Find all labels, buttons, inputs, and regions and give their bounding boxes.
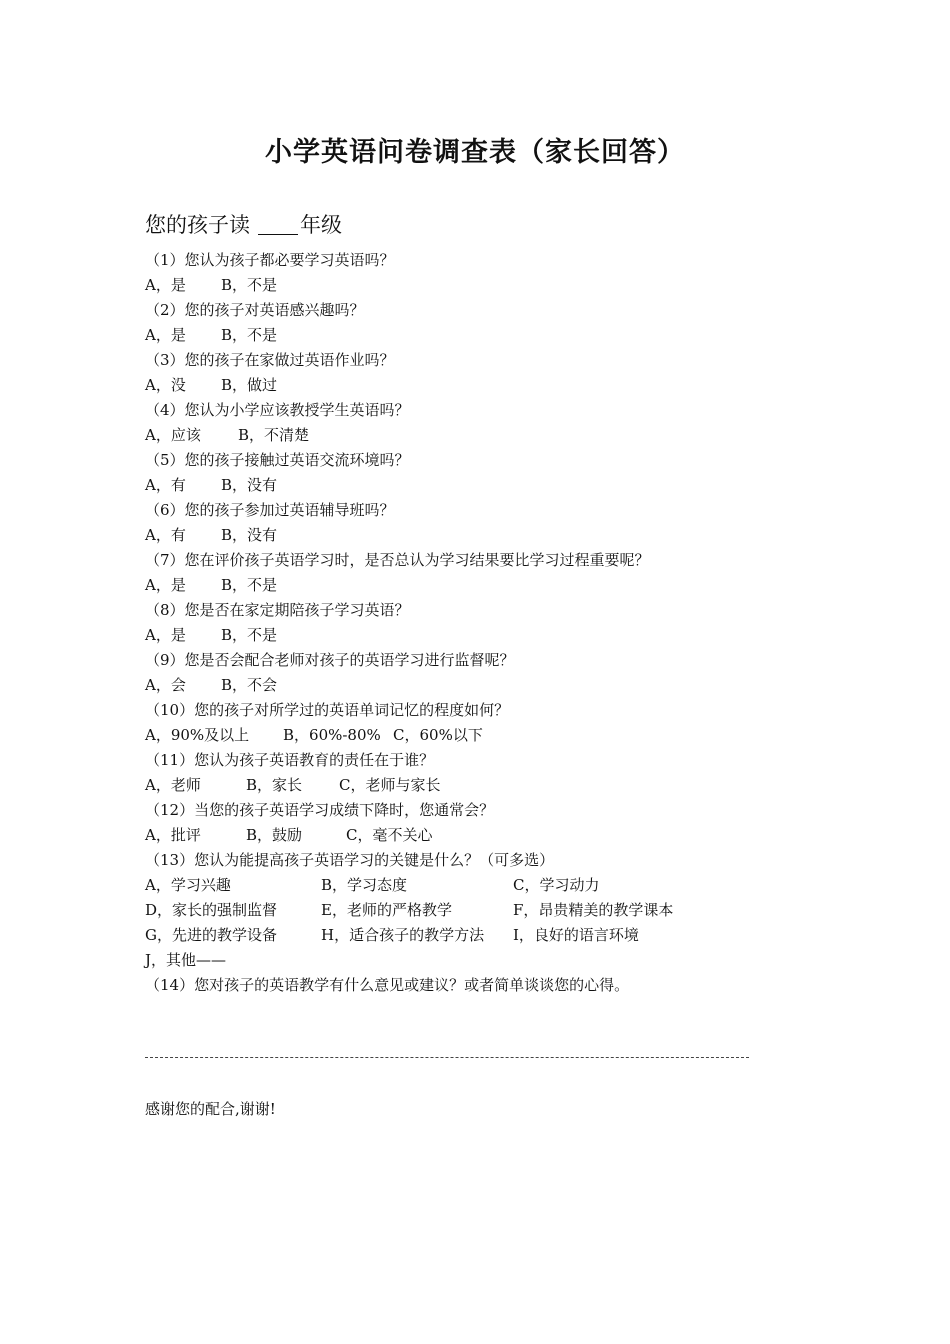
question-text: （9）您是否会配合老师对孩子的英语学习进行监督呢？ xyxy=(145,651,515,669)
options-row xyxy=(145,823,825,848)
answer-option[interactable]: C，60%以下 xyxy=(393,726,483,744)
answer-option[interactable]: B，鼓励 xyxy=(246,826,303,844)
question-text: （10）您的孩子对所学过的英语单词记忆的程度如何？ xyxy=(145,701,510,719)
options-row xyxy=(145,473,825,498)
options-row xyxy=(145,273,825,298)
answer-option[interactable]: B，60%-80% xyxy=(283,726,381,744)
answer-option[interactable]: F，昂贵精美的教学课本 xyxy=(513,901,674,919)
answer-option[interactable]: B，没有 xyxy=(221,526,278,544)
answer-option[interactable]: B，学习态度 xyxy=(321,876,408,894)
answer-option[interactable]: A，是 xyxy=(145,276,186,294)
answer-option[interactable]: B，做过 xyxy=(221,376,278,394)
answer-option[interactable]: C，学习动力 xyxy=(513,876,600,894)
answer-option[interactable]: E，老师的严格教学 xyxy=(321,901,452,919)
options-row xyxy=(145,923,825,948)
question-text: （6）您的孩子参加过英语辅导班吗？ xyxy=(145,501,395,519)
answer-option[interactable]: G，先进的教学设备 xyxy=(145,926,277,944)
answer-option[interactable]: A，是 xyxy=(145,626,186,644)
answer-separator-line xyxy=(145,1057,749,1058)
answer-option[interactable]: A，90%及以上 xyxy=(145,726,250,744)
thanks-text: 感谢您的配合,谢谢! xyxy=(145,1100,276,1118)
options-row xyxy=(145,623,825,648)
answer-option[interactable]: A，是 xyxy=(145,576,186,594)
options-row xyxy=(145,873,825,898)
answer-option[interactable]: A，学习兴趣 xyxy=(145,876,231,894)
question-text: （3）您的孩子在家做过英语作业吗？ xyxy=(145,351,395,369)
question-text: （7）您在评价孩子英语学习时，是否总认为学习结果要比学习过程重要呢？ xyxy=(145,551,650,569)
answer-option[interactable]: A，有 xyxy=(145,476,186,494)
options-row xyxy=(145,723,825,748)
question-text: （11）您认为孩子英语教育的责任在于谁？ xyxy=(145,751,435,769)
answer-option[interactable]: B，不会 xyxy=(221,676,278,694)
options-row xyxy=(145,573,825,598)
answer-option[interactable]: B，没有 xyxy=(221,476,278,494)
answer-option[interactable]: B，不清楚 xyxy=(238,426,310,444)
answer-option[interactable]: C，毫不关心 xyxy=(346,826,433,844)
options-row xyxy=(145,373,825,398)
question-text: （5）您的孩子接触过英语交流环境吗？ xyxy=(145,451,410,469)
answer-option[interactable]: A，应该 xyxy=(145,426,201,444)
answer-option[interactable]: B，不是 xyxy=(221,276,278,294)
question-text: （13）您认为能提高孩子英语学习的关键是什么？（可多选） xyxy=(145,851,555,869)
question-text: （4）您认为小学应该教授学生英语吗？ xyxy=(145,401,410,419)
answer-option[interactable]: A，会 xyxy=(145,676,186,694)
grade-line xyxy=(145,208,342,242)
options-row xyxy=(145,323,825,348)
options-row xyxy=(145,423,825,448)
answer-option[interactable]: A，批评 xyxy=(145,826,201,844)
options-row xyxy=(145,523,825,548)
answer-option[interactable]: H，适合孩子的教学方法 xyxy=(321,926,485,944)
options-row xyxy=(145,773,825,798)
answer-option[interactable]: B，不是 xyxy=(221,576,278,594)
answer-option[interactable]: A，是 xyxy=(145,326,186,344)
answer-option[interactable]: A，没 xyxy=(145,376,186,394)
options-row xyxy=(145,948,825,973)
question-text: （12）当您的孩子英语学习成绩下降时，您通常会？ xyxy=(145,801,495,819)
question-text: （2）您的孩子对英语感兴趣吗？ xyxy=(145,301,365,319)
answer-option[interactable]: B，不是 xyxy=(221,626,278,644)
grade-prefix: 您的孩子读 xyxy=(145,213,250,237)
options-row xyxy=(145,898,825,923)
answer-option[interactable]: A，有 xyxy=(145,526,186,544)
answer-option[interactable]: B，家长 xyxy=(246,776,303,794)
options-row xyxy=(145,673,825,698)
answer-option[interactable]: C，老师与家长 xyxy=(339,776,441,794)
answer-option[interactable]: A，老师 xyxy=(145,776,201,794)
answer-option[interactable]: I，良好的语言环境 xyxy=(513,926,639,944)
answer-option[interactable]: B，不是 xyxy=(221,326,278,344)
question-text: （8）您是否在家定期陪孩子学习英语？ xyxy=(145,601,410,619)
question-text: （14）您对孩子的英语教学有什么意见或建议？或者简单谈谈您的心得。 xyxy=(145,976,630,994)
answer-option[interactable]: J，其他—— xyxy=(145,951,227,969)
page-title: 小学英语问卷调查表（家长回答） xyxy=(265,137,685,168)
question-list xyxy=(145,248,825,998)
answer-option[interactable]: D，家长的强制监督 xyxy=(145,901,278,919)
grade-suffix: 年级 xyxy=(300,213,342,237)
grade-blank[interactable] xyxy=(258,212,298,235)
question-text: （1）您认为孩子都必要学习英语吗？ xyxy=(145,251,395,269)
